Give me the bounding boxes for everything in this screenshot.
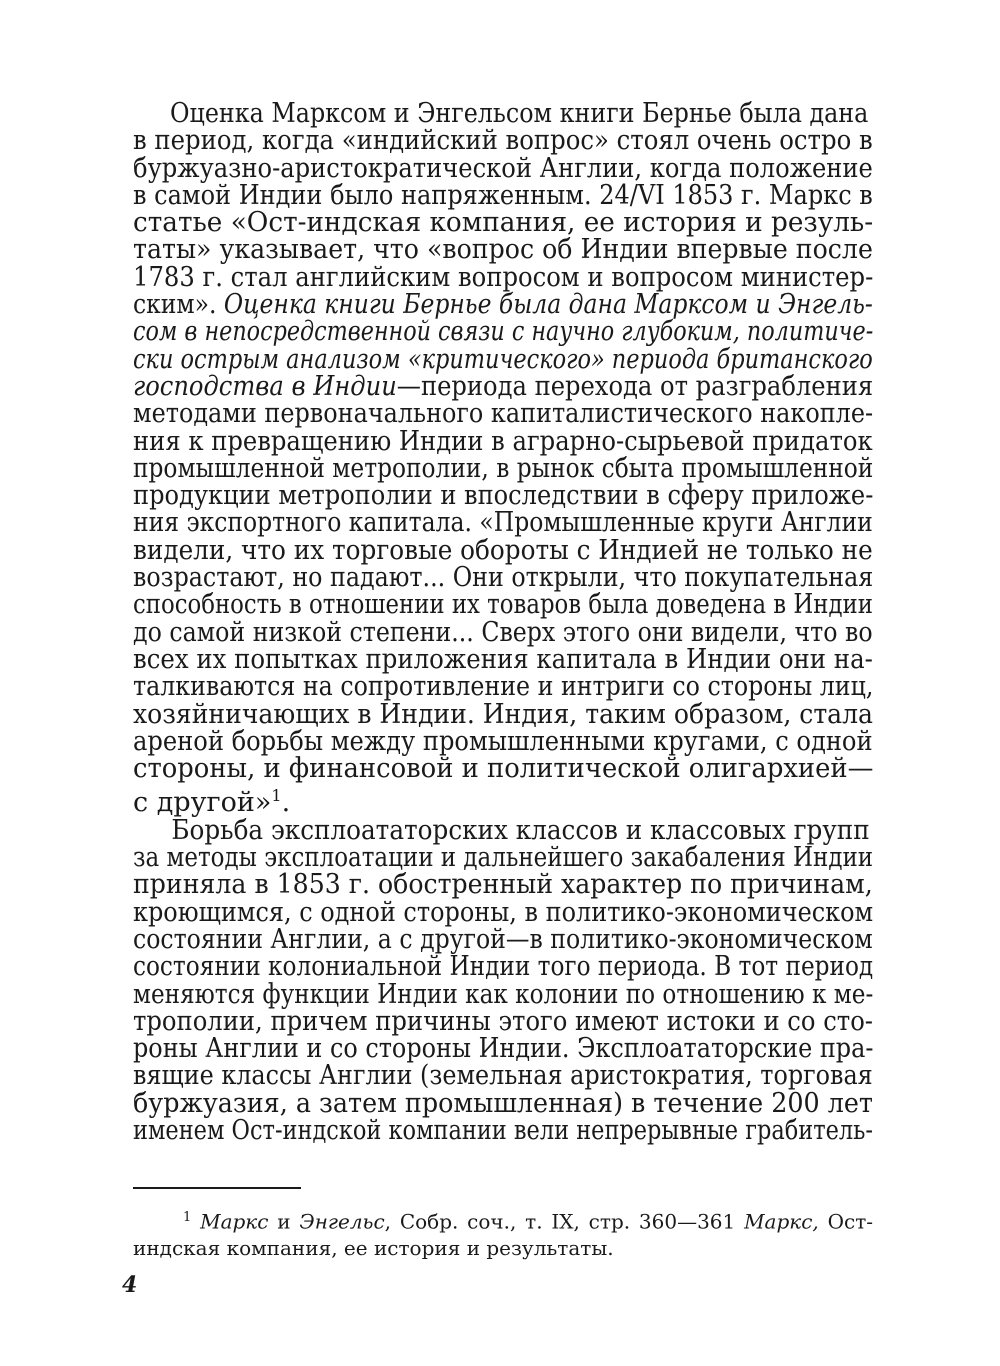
text-line: талкиваются на сопротивление и интриги со стороны лиц, — [133, 671, 874, 703]
text-line: кроющимся, с одной стороны, в политико-экономическом — [133, 896, 874, 928]
text-line: до самой низкой степени... Сверх этого они видели, что во — [133, 616, 873, 648]
text-line: видели, что их торговые обороты с Индией не только не — [133, 534, 873, 566]
text-line: в период, когда «индийский вопрос» стоял очень остро в — [133, 125, 873, 157]
footnote-author: Маркс, — [744, 1209, 819, 1234]
text-line: промышленной метрополии, в рынок сбыта промышленной — [133, 452, 874, 484]
text-line: возрастают, но падают... Они открыли, что покупательная — [133, 562, 874, 594]
text-line — [133, 289, 873, 321]
footnote-ref: 1 — [271, 786, 282, 806]
paragraph-2 — [133, 814, 874, 1146]
text-line: ареной борьбы между промышленными кругами, с одной — [133, 725, 873, 757]
text-line: хозяйничающих в Индии. Индия, таким образом, стала — [133, 698, 874, 730]
text-line: всех их попытках приложения капитала в Индии они на- — [133, 643, 873, 675]
text-fragment: с другой» — [133, 787, 272, 819]
footnote-divider — [133, 1187, 301, 1189]
text-line: Борьба эксплоататорских классов и классовых групп — [171, 814, 870, 846]
text-line: трополии, причем причины этого имеют истоки и со сто- — [133, 1005, 873, 1037]
footnote-author: Маркс — [200, 1209, 269, 1234]
text-line: ния к превращению Индии в аграрно-сырьевой придаток — [133, 425, 873, 457]
italic-text: господства в Индии — [133, 370, 397, 402]
footnote — [133, 1205, 873, 1261]
text-fragment: ским». — [133, 289, 217, 321]
text-line: буржуазно-аристократической Англии, когда положение — [133, 152, 873, 184]
text-fragment: . — [281, 787, 291, 819]
footnote-line — [133, 1205, 873, 1235]
body-text — [133, 100, 873, 1144]
text-line: вящие классы Англии (земельная аристократия, торговая — [133, 1060, 873, 1092]
text-line: ния экспортного капитала. «Промышленные круги Англии — [133, 507, 873, 539]
footnote-mark: 1 — [183, 1210, 192, 1225]
text-line: стороны, и финансовой и политической олигархией— — [133, 753, 874, 785]
text-line: способность в отношении их товаров была доведена в Индии — [133, 589, 873, 621]
footnote-text: и — [268, 1209, 300, 1234]
footnote-text: , Собр. соч., т. IX, стр. 360—361 — [384, 1209, 745, 1234]
text-line: роны Англии и со стороны Индии. Эксплоататорские пра- — [133, 1033, 874, 1065]
text-line — [133, 370, 874, 402]
text-line: в самой Индии было напряженным. 24/VI 1853 г. Маркс в — [133, 179, 873, 211]
footnote-text: Ост- — [818, 1209, 874, 1234]
text-line: буржуазия, а затем промышленная) в течение 200 лет — [133, 1087, 873, 1119]
text-fragment: —периода перехода от разграбления — [396, 370, 874, 402]
italic-line: сом в непосредственной связи с научно глубоким, политиче- — [133, 316, 874, 348]
text-line: состоянии Англии, а с другой—в политико-экономическом — [133, 923, 873, 955]
text-line: таты» указывает, что «вопрос об Индии впервые после — [133, 234, 873, 266]
page-number: 4 — [122, 1272, 138, 1298]
text-line: за методы эксплоатации и дальнейшего закабаления Индии — [133, 842, 874, 874]
footnote-line: индская компания, ее история и результаты. — [133, 1235, 614, 1260]
italic-line: ски острым анализом «критического» периода британского — [133, 343, 873, 375]
text-line — [133, 782, 873, 819]
text-line: приняла в 1853 г. обостренный характер по причинам, — [133, 869, 873, 901]
text-line: меняются функции Индии как колонии по отношению к ме- — [133, 978, 874, 1010]
text-line: методами первоначального капиталистического накопле- — [133, 398, 874, 430]
text-line: продукции метрополии и впоследствии в сферу приложе- — [133, 480, 874, 512]
text-line: состоянии колониальной Индии того периода. В тот период — [133, 951, 874, 983]
paragraph-1 — [133, 100, 873, 817]
text-line: Оценка Марксом и Энгельсом книги Бернье была дана — [170, 98, 869, 129]
text-line: именем Ост-индской компании вели непрерывные грабитель- — [133, 1114, 873, 1146]
text-line: статье «Ост-индская компания, ее история и резуль- — [133, 207, 874, 239]
footnote-author: Энгельс — [299, 1209, 385, 1234]
text-line: 1783 г. стал английским вопросом и вопросом министер- — [133, 261, 874, 293]
italic-text: Оценка книги Бернье была дана Марксом и Энгель- — [216, 289, 873, 321]
